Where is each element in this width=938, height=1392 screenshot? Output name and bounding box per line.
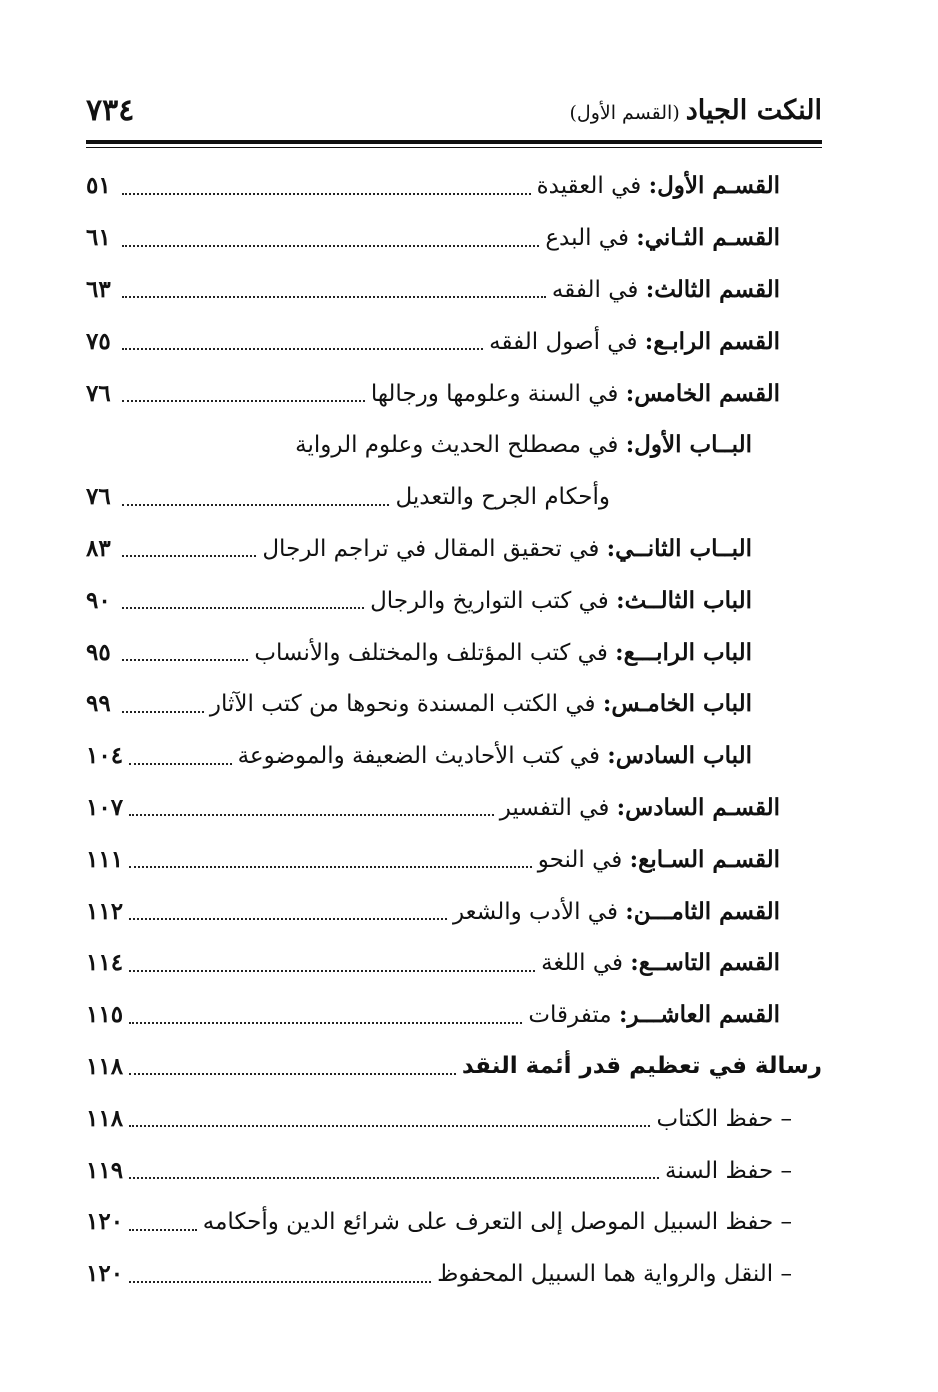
toc-entry-lead: القسـم السـابع: — [629, 845, 780, 873]
toc-page-number: ٩٩ — [86, 690, 111, 718]
toc-entry — [86, 1144, 822, 1196]
dot-leader — [122, 607, 364, 609]
toc-page-number: ١١٨ — [86, 1104, 124, 1132]
toc-entry — [86, 1248, 822, 1300]
toc-entry-text — [262, 535, 822, 562]
toc-entry-title: وأحكام الجرح والتعديل — [395, 484, 610, 511]
toc-entry-text — [295, 431, 822, 458]
toc-page-number: ٩٥ — [86, 638, 111, 666]
toc-page-number: ١٠٤ — [86, 742, 124, 770]
toc-entry-text — [203, 1208, 822, 1235]
toc-entry — [86, 574, 822, 626]
toc-entry-lead: القسم الرابـع: — [644, 327, 780, 355]
toc-page-number: ١٢٠ — [86, 1208, 124, 1236]
running-header — [86, 88, 822, 132]
table-of-contents — [86, 160, 822, 1300]
dot-leader — [129, 970, 535, 972]
toc-entry-lead: القسـم السادس: — [616, 793, 780, 821]
dot-leader — [122, 659, 248, 661]
toc-entry — [86, 1092, 822, 1144]
dot-leader — [129, 814, 494, 816]
dot-leader — [129, 1073, 456, 1075]
toc-entry-lead: القسم الخامس: — [625, 379, 780, 407]
toc-entry-title: في مصطلح الحديث وعلوم الرواية — [295, 432, 626, 459]
toc-entry-title: في التفسير — [499, 794, 617, 821]
toc-entry — [86, 315, 822, 367]
toc-page-number: ٧٦ — [86, 379, 111, 407]
toc-entry-title: في الفقه — [551, 276, 646, 303]
toc-entry-title: في كتب المؤتلف والمختلف والأنساب — [254, 639, 616, 666]
toc-entry — [86, 160, 822, 212]
toc-entry-title: – النقل والرواية هما السبيل المحفوظ — [437, 1261, 792, 1288]
toc-entry-title: في تحقيق المقال في تراجم الرجال — [262, 535, 607, 562]
toc-entry-lead: رسالة في تعظيم قدر أئمة النقد — [461, 1053, 822, 1080]
toc-entry-title: في اللغة — [541, 950, 631, 977]
toc-page-number: ١١٥ — [86, 1001, 124, 1029]
toc-page-number: ٦٣ — [86, 275, 111, 303]
dot-leader — [122, 504, 389, 506]
dot-leader — [129, 1125, 650, 1127]
toc-entry-text — [395, 483, 822, 510]
dot-leader — [122, 711, 204, 713]
header-rule-thick — [86, 140, 822, 144]
toc-entry-lead: الباب الرابـــع: — [615, 638, 752, 666]
toc-entry-text — [541, 949, 822, 976]
toc-entry — [86, 264, 822, 316]
toc-page-number: ٨٣ — [86, 534, 111, 562]
toc-entry-lead: القسم الثالث: — [645, 275, 780, 303]
dot-leader — [129, 866, 532, 868]
toc-page-number: ٧٥ — [86, 327, 111, 355]
toc-entry — [86, 419, 822, 471]
toc-page-number: ٩٠ — [86, 586, 111, 614]
toc-entry-title: في أصول الفقه — [489, 328, 645, 355]
toc-entry-continuation — [86, 471, 822, 523]
toc-entry-title: في البدع — [545, 225, 637, 252]
toc-entry — [86, 678, 822, 730]
toc-entry-lead: الباب الخامـس: — [602, 690, 752, 718]
toc-entry-text — [545, 224, 822, 251]
toc-entry-title: في الأدب والشعر — [452, 898, 626, 925]
toc-page-number: ١٠٧ — [86, 793, 124, 821]
toc-entry — [86, 523, 822, 575]
toc-entry-text — [500, 794, 822, 821]
toc-page-number: ١١٢ — [86, 897, 124, 925]
toc-entry — [86, 1196, 822, 1248]
toc-entry — [86, 885, 822, 937]
toc-entry — [86, 212, 822, 264]
toc-entry-title: متفرقات — [528, 1002, 619, 1029]
toc-entry-text — [665, 1157, 822, 1184]
toc-entry — [86, 833, 822, 885]
toc-page-number: ٥١ — [86, 172, 111, 200]
toc-page-number: ٦١ — [86, 224, 111, 252]
toc-page-number: ١٢٠ — [86, 1260, 124, 1288]
toc-entry-lead: البــاب الثانــي: — [606, 534, 752, 562]
header-rule-thin — [86, 147, 822, 148]
book-title: النكت الجياد — [685, 94, 822, 126]
toc-entry-lead: القسم التاســع: — [630, 949, 780, 977]
toc-entry-text — [453, 898, 822, 925]
dot-leader — [122, 555, 256, 557]
toc-entry-lead: القسـم الثـاني: — [636, 224, 780, 252]
dot-leader — [129, 918, 447, 920]
toc-entry-lead: القسم الثامـــن: — [625, 897, 780, 925]
book-title-group — [570, 95, 823, 126]
toc-entry-lead: القسـم الأول: — [648, 172, 780, 200]
toc-entry-text — [238, 742, 822, 769]
dot-leader — [122, 400, 365, 402]
dot-leader — [129, 763, 232, 765]
toc-entry-title: في كتب الأحاديث الضعيفة والموضوعة — [237, 743, 608, 770]
toc-page-number: ٧٦ — [86, 483, 111, 511]
toc-entry-text — [462, 1053, 822, 1079]
dot-leader — [122, 193, 531, 195]
page-number: ٧٣٤ — [86, 92, 135, 128]
book-subtitle: (القسم الأول) — [569, 101, 680, 124]
toc-entry-title: في النحو — [537, 846, 630, 873]
toc-entry — [86, 367, 822, 419]
toc-entry-text — [371, 380, 822, 407]
toc-entry — [86, 937, 822, 989]
toc-entry-text — [656, 1105, 822, 1132]
dot-leader — [122, 348, 483, 350]
toc-entry-title: – حفظ السنة — [665, 1157, 792, 1184]
toc-entry — [86, 730, 822, 782]
toc-entry-title: في الكتب المسندة ونحوها من كتب الآثار — [209, 691, 603, 718]
toc-entry-text — [489, 328, 822, 355]
toc-entry-text — [370, 587, 822, 614]
toc-entry-text — [528, 1001, 822, 1028]
toc-entry-text — [537, 172, 822, 199]
toc-page-number: ١١٨ — [86, 1052, 124, 1080]
toc-page-number: ١١٤ — [86, 949, 124, 977]
toc-entry-text — [254, 639, 822, 666]
dot-leader — [129, 1281, 431, 1283]
toc-entry-lead: الباب السادس: — [607, 742, 752, 770]
toc-entry-lead: البــاب الأول: — [625, 431, 752, 459]
toc-entry-title: – حفظ الكتاب — [656, 1105, 792, 1132]
toc-entry-main — [86, 1041, 822, 1093]
toc-entry-title: في كتب التواريخ والرجال — [370, 587, 617, 614]
toc-entry — [86, 989, 822, 1041]
dot-leader — [129, 1177, 659, 1179]
dot-leader — [129, 1229, 197, 1231]
dot-leader — [129, 1022, 522, 1024]
toc-entry-text — [538, 846, 822, 873]
toc-entry — [86, 626, 822, 678]
toc-entry-title: في السنة وعلومها ورجالها — [370, 380, 626, 407]
toc-entry-text — [437, 1260, 822, 1287]
toc-entry-text — [210, 690, 822, 717]
toc-page-number: ١١١ — [86, 845, 124, 873]
toc-entry-lead: الباب الثالــث: — [616, 586, 752, 614]
toc-entry — [86, 782, 822, 834]
toc-entry-lead: القسم العاشـــر: — [618, 1001, 780, 1029]
dot-leader — [122, 245, 539, 247]
dot-leader — [122, 296, 546, 298]
toc-entry-title: في العقيدة — [536, 173, 649, 200]
toc-page-number: ١١٩ — [86, 1156, 124, 1184]
toc-entry-title: – حفظ السبيل الموصل إلى التعرف على شرائع الدين وأحكامه — [202, 1209, 792, 1236]
toc-entry-text — [552, 276, 822, 303]
